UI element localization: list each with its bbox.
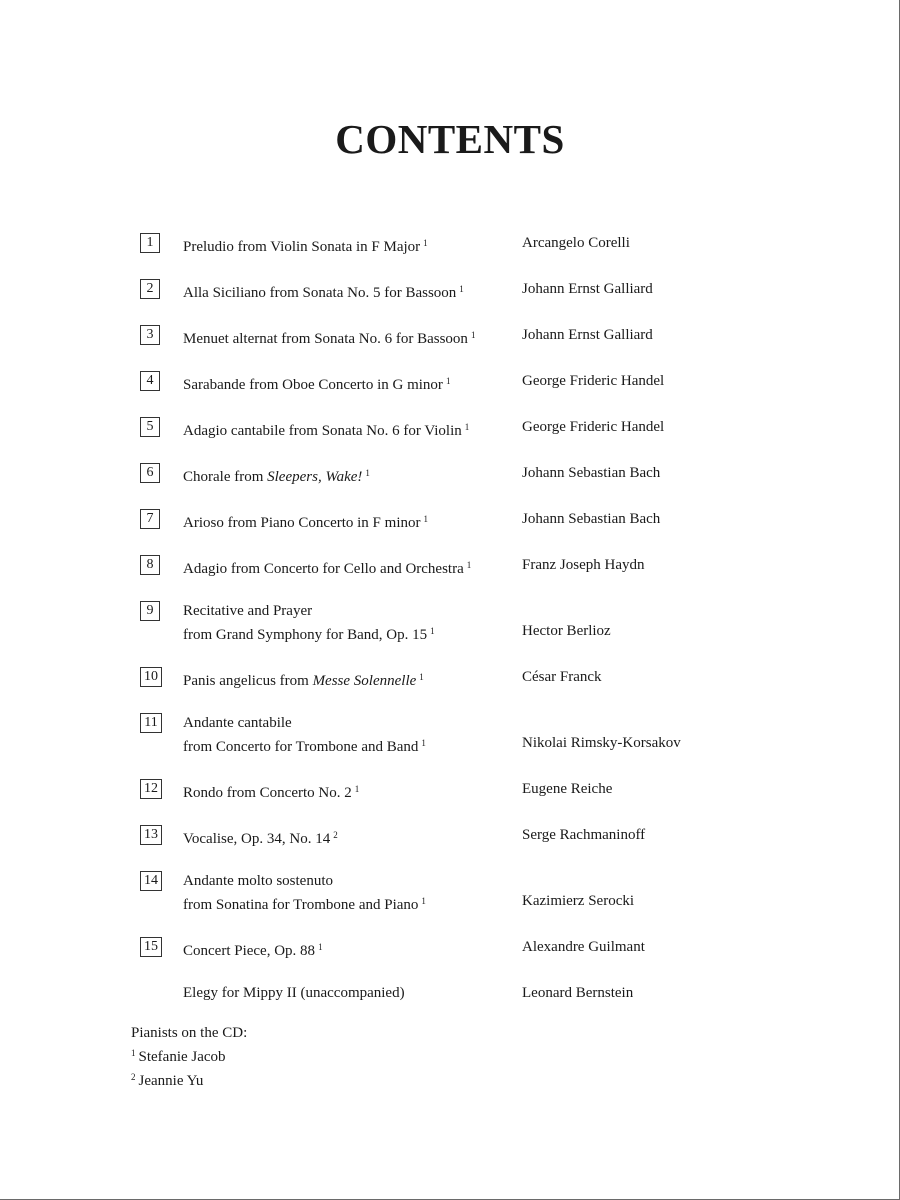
track-number-box: 13 xyxy=(140,825,162,845)
piece-title xyxy=(183,371,518,395)
piece-title-text: Sarabande from Oboe Concerto in G minor xyxy=(183,377,443,393)
track-number-box: 12 xyxy=(140,779,162,799)
note-marker: 2 xyxy=(131,1072,136,1082)
piece-title xyxy=(183,825,518,849)
composer-name: Johann Ernst Galliard xyxy=(522,327,653,343)
footnote-marker: 1 xyxy=(423,514,428,524)
piece-title xyxy=(183,233,518,257)
piece-title-text: Chorale from xyxy=(183,469,268,485)
piece-title xyxy=(183,325,518,349)
piece-title-line1: Recitative and Prayer xyxy=(183,603,313,619)
composer-name: Eugene Reiche xyxy=(522,781,613,797)
track-number-box: 4 xyxy=(140,371,160,391)
track-number-box: 6 xyxy=(140,463,160,483)
composer-name: Alexandre Guilmant xyxy=(522,939,645,955)
piece-title-text: Rondo from Concerto No. 2 xyxy=(183,785,352,801)
note-item xyxy=(131,1043,247,1067)
notes-heading: Pianists on the CD: xyxy=(131,1025,248,1041)
piece-title-text: Vocalise, Op. 34, No. 14 xyxy=(183,831,331,847)
track-number-box: 11 xyxy=(140,713,162,733)
piece-title-text: Adagio cantabile from Sonata No. 6 for Violin xyxy=(183,423,462,439)
footnote-marker: 1 xyxy=(421,896,426,906)
composer-name: Serge Rachmaninoff xyxy=(522,827,646,843)
track-number-box: 1 xyxy=(140,233,160,253)
piece-title xyxy=(183,779,518,803)
piece-title-line1: Andante cantabile xyxy=(183,715,292,731)
piece-title-text: Adagio from Concerto for Cello and Orchestra xyxy=(183,561,464,577)
piece-title-line2: from Concerto for Trombone and Band xyxy=(183,739,419,755)
piece-title-text: Alla Siciliano from Sonata No. 5 for Bassoon xyxy=(183,285,457,301)
composer-name: George Frideric Handel xyxy=(522,373,665,389)
composer-name: Hector Berlioz xyxy=(522,623,611,639)
footnote-marker: 1 xyxy=(430,626,435,636)
piece-title xyxy=(183,601,518,645)
composer-name: George Frideric Handel xyxy=(522,419,665,435)
composer-name: Kazimierz Serocki xyxy=(522,893,635,909)
piece-title-text: Menuet alternat from Sonata No. 6 for Bassoon xyxy=(183,331,468,347)
composer-name: Leonard Bernstein xyxy=(522,985,634,1001)
footnote-marker: 1 xyxy=(365,468,370,478)
piece-title-text: Concert Piece, Op. 88 xyxy=(183,943,316,959)
composer-name: Nikolai Rimsky-Korsakov xyxy=(522,735,681,751)
piece-title-italic: Sleepers, Wake! xyxy=(267,469,363,485)
track-number-box: 14 xyxy=(140,871,162,891)
footnote-marker: 1 xyxy=(421,738,426,748)
track-number-box: 3 xyxy=(140,325,160,345)
note-item xyxy=(131,1067,247,1091)
footnote-marker: 1 xyxy=(459,284,464,294)
footnote-marker: 1 xyxy=(318,942,323,952)
composer-name: Johann Sebastian Bach xyxy=(522,511,661,527)
piece-title xyxy=(183,555,518,579)
footnote-marker: 1 xyxy=(445,376,451,386)
piece-title-text: Arioso from Piano Concerto in F minor xyxy=(183,515,421,531)
piece-title-italic: Messe Solennelle xyxy=(312,673,417,689)
piece-title-text: Preludio from Violin Sonata in F Major xyxy=(183,239,421,255)
piece-title xyxy=(183,463,518,487)
track-number-box: 9 xyxy=(140,601,160,621)
footnote-marker: 1 xyxy=(470,330,476,340)
composer-name: Arcangelo Corelli xyxy=(522,235,630,251)
track-number-box: 15 xyxy=(140,937,162,957)
piece-title xyxy=(183,417,518,441)
page-title: CONTENTS xyxy=(335,116,565,162)
footnote-marker: 2 xyxy=(333,830,338,840)
track-number-box: 5 xyxy=(140,417,160,437)
composer-name: Johann Ernst Galliard xyxy=(522,281,653,297)
footnote-marker: 1 xyxy=(419,672,424,682)
piece-title-line2: from Grand Symphony for Band, Op. 15 xyxy=(183,627,428,643)
composer-name: Franz Joseph Haydn xyxy=(522,557,645,573)
footnote-marker: 1 xyxy=(354,784,360,794)
piece-title xyxy=(183,871,518,915)
piece-title xyxy=(183,713,518,757)
note-marker: 1 xyxy=(131,1048,136,1058)
track-number-box: 8 xyxy=(140,555,160,575)
piece-title xyxy=(183,983,518,1003)
footnote-marker: 1 xyxy=(423,238,428,248)
pianist-notes xyxy=(131,1023,247,1091)
composer-name: César Franck xyxy=(522,669,602,685)
piece-title-text: Elegy for Mippy II (unaccompanied) xyxy=(183,985,405,1001)
footnote-marker: 1 xyxy=(464,422,470,432)
track-number-box: 2 xyxy=(140,279,160,299)
piece-title xyxy=(183,279,518,303)
note-name: Jeannie Yu xyxy=(138,1073,204,1089)
piece-title xyxy=(183,509,518,533)
note-name: Stefanie Jacob xyxy=(138,1049,226,1065)
composer-name: Johann Sebastian Bach xyxy=(522,465,661,481)
footnote-marker: 1 xyxy=(466,560,472,570)
piece-title xyxy=(183,667,518,691)
piece-title-text: Panis angelicus from xyxy=(183,673,313,689)
piece-title xyxy=(183,937,518,961)
piece-title-line1: Andante molto sostenuto xyxy=(183,873,333,889)
track-number-box: 7 xyxy=(140,509,160,529)
piece-title-line2: from Sonatina for Trombone and Piano xyxy=(183,897,419,913)
track-number-box: 10 xyxy=(140,667,162,687)
